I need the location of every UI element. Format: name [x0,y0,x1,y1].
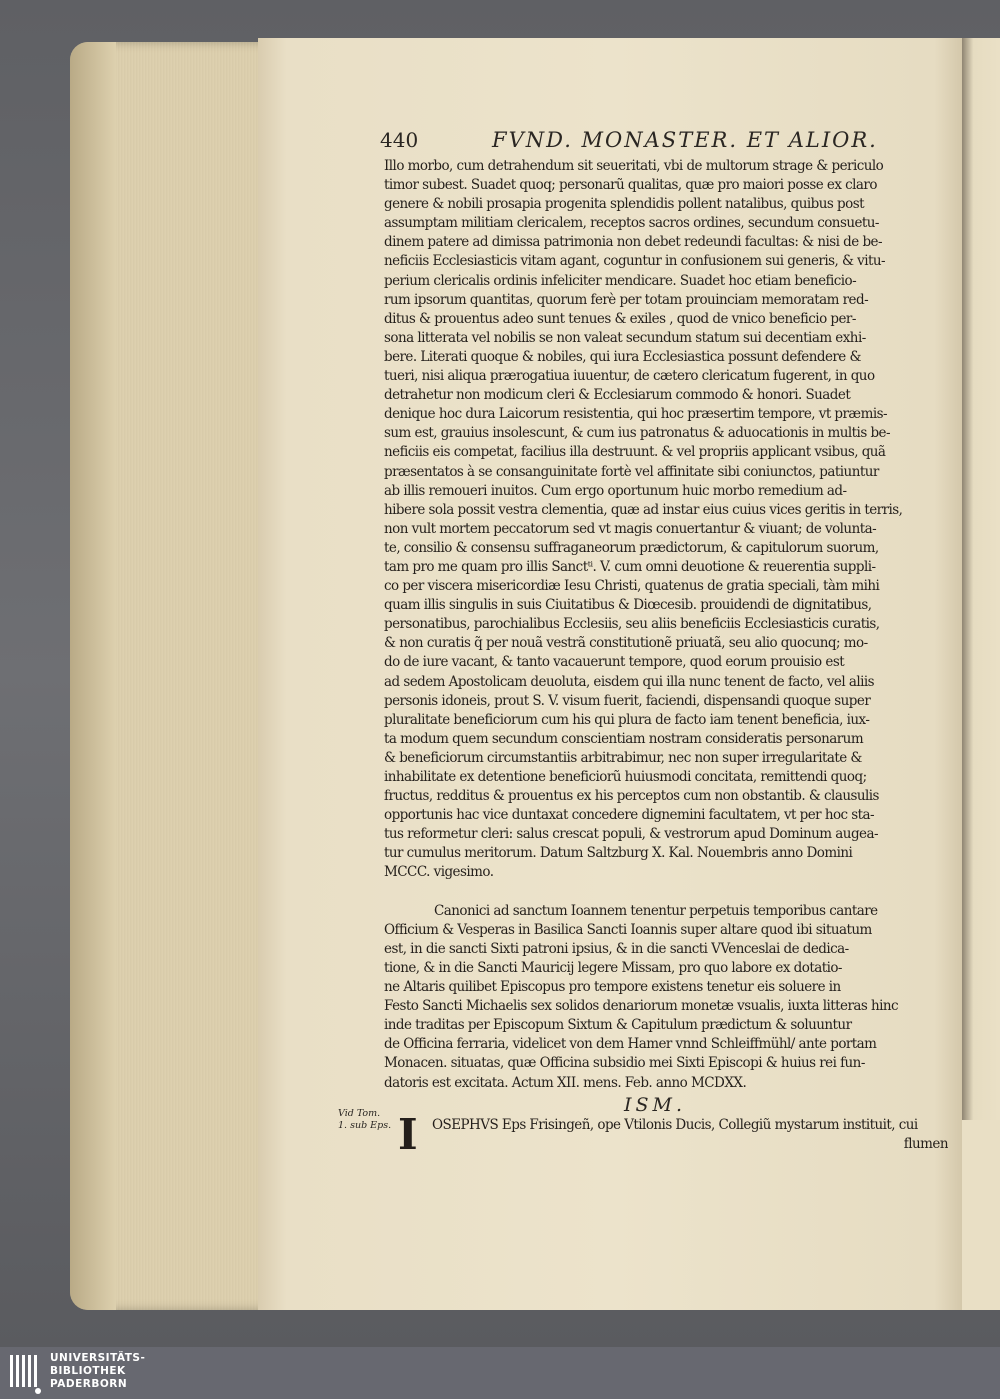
library-name [50,1352,145,1391]
text-line: ab illis remoueri inuitos. Cum ergo oportunum huic morbo remedium ad- [384,482,847,499]
text-line: non vult mortem peccatorum sed vt magis conuertantur & viuant; de volunta- [384,520,877,537]
final-paragraph [432,1116,948,1154]
book-page-edges [70,42,270,1310]
text-line: inhabilitate ex detentione beneficiorũ huiusmodi concitata, remittendi quoq; [384,769,867,785]
catchword: flumen [903,1136,948,1153]
margin-note-line: 1. sub Eps. [338,1120,392,1131]
text-line: Officium & Vesperas in Basilica Sancti Ioannis super altare quod ibi situatum [384,921,872,938]
text-line: Canonici ad sanctum Ioannem tenentur perpetuis temporibus cantare [434,902,878,919]
text-line: personis idoneis, prout S. V. visum fuerit, faciendi, dispensandi quoque super [384,692,871,709]
text-line: genere & nobili prosapia progenita splendidis pollent natalibus, quibus post [384,196,864,213]
text-line [384,883,962,902]
text-line: ad sedem Apostolicam deuoluta, eisdem qui illa nunc tenent de facto, vel aliis [384,673,875,690]
text-line: OSEPHVS Eps Frisingeñ, ope Vtilonis Ducis, Collegiũ mystarum instituit, cui [432,1117,918,1133]
text-line: Monacen. situatas, quæ Officina subsidio mei Sixti Episcopi & huius rei fun- [384,1055,865,1072]
text-line: ta modum quem secundum conscientiam nostram consideratis personarum [384,730,864,747]
text-line: quam illis singulis in suis Ciuitatibus & Diœcesib. prouidendi de dignitatibus, [384,597,872,614]
section-heading: ISM. [624,1094,687,1116]
text-line: timor subest. Suadet quoq; personarũ qualitas, quæ pro maiori posse ex claro [384,177,877,194]
text-line: detrahetur non modicum cleri & Ecclesiarum commodo & honori. Suadet [384,387,851,404]
library-footer-bar [0,1347,1000,1399]
text-line: denique hoc dura Laicorum resistentia, qui hoc præsertim tempore, vt præmis- [384,406,887,423]
drop-initial: I [398,1110,418,1159]
text-line: opportunis hac vice duntaxat concedere dignemini facultatem, vt per hoc sta- [384,807,875,824]
running-head [380,128,900,158]
text-line: tur cumulus meritorum. Datum Saltzburg X. Kal. Nouembris anno Domini [384,845,853,862]
text-line: co per viscera misericordiæ Iesu Christi, quatenus de gratia speciali, tàm mihi [384,578,880,595]
text-line: hibere sola possit vestra clementia, quæ ad instar eius cuius vices geritis in terris, [384,501,903,518]
text-line: tione, & in die Sancti Mauricij legere Missam, pro quo labore ex dotatio- [384,959,842,976]
text-line: tam pro me quam pro illis Sanctᵗⁱ. V. cum omni deuotione & reuerentia suppli- [384,558,876,575]
text-line: est, in die sancti Sixti patroni ipsius, & in die sancti VVenceslai de dedica- [384,940,849,957]
text-line: sona litterata vel nobilis se non valeat secundum statum sui decentiam exhi- [384,329,866,346]
text-line: præsentatos à se consanguinitate fortè vel affinitate sibi coniunctos, patiuntur [384,463,879,480]
text-line: sum est, grauius insolescunt, & cum ius patronatus & aduocationis in multis be- [384,425,890,442]
text-line: bere. Literati quoque & nobiles, qui iura Ecclesiastica possunt defendere & [384,348,861,365]
text-line: fructus, redditus & prouentus ex his perceptos cum non obstantib. & clausulis [384,788,879,805]
body-text [384,157,962,1093]
text-line: & beneficiorum circumstantiis arbitrabimur, nec non super irregularitate & [384,749,862,766]
text-line: personatibus, parochialibus Ecclesiis, seu aliis beneficiis Ecclesiasticis curatis, [384,616,880,633]
text-line: Festo Sancti Michaelis sex solidos denariorum monetæ vsualis, iuxta litteras hinc [384,998,899,1015]
text-line: tus reformetur cleri: salus crescat populi, & vestrorum apud Dominum augea- [384,826,878,843]
text-line: assumptam militiam clericalem, receptos sacros ordines, secundum consuetu- [384,215,879,232]
text-line: Illo morbo, cum detrahendum sit seueritati, vbi de multorum strage & periculo [384,158,884,174]
facing-page-bottom [962,1120,1000,1310]
running-title: FVND. MONASTER. ET ALIOR. [492,128,878,152]
text-line: rum ipsorum quantitas, quorum ferè per totam prouinciam memoratam red- [384,291,869,308]
text-line: ne Altaris quilibet Episcopus pro tempore existens tenetur eis soluere in [384,979,841,996]
page-number: 440 [380,128,419,152]
text-line: de Officina ferraria, videlicet von dem Hamer vnnd Schleiffmühl/ ante portam [384,1036,877,1053]
text-line: dinem patere ad dimissa patrimonia non debet redeundi facultas: & nisi de be- [384,234,882,251]
text-line: tueri, nisi aliqua prærogatiua iuuentur, de cætero clericatum fugerent, in quo [384,368,875,385]
text-line: inde traditas per Episcopum Sixtum & Capitulum prædictum & soluuntur [384,1017,852,1034]
text-line: pluralitate beneficiorum cum his qui plura de facto iam tenent beneficia, iux- [384,711,870,728]
margin-note-line: Vid Tom. [338,1108,381,1119]
text-line: neficiis Ecclesiasticis vitam agant, coguntur in confusionem sui generis, & vitu- [384,253,886,270]
text-line: MCCC. vigesimo. [384,864,494,881]
text-line: te, consilio & consensu suffraganeorum prædictorum, & capitulorum suorum, [384,539,879,556]
text-line: ditus & prouentus adeo sunt tenues & exiles , quod de vnico beneficio per- [384,310,856,327]
text-line: do de iure vacant, & tanto vacauerunt tempore, quod eorum prouisio est [384,654,845,671]
text-line: perium clericalis ordinis infeliciter mendicare. Suadet hoc etiam beneficio- [384,272,857,289]
text-line: & non curatis q̃ per nouã vestrã constitutionẽ priuatã, seu alio quocunq; mo- [384,635,868,652]
library-name-line: BIBLIOTHEK [50,1365,126,1377]
margin-note [338,1108,398,1132]
text-line: neficiis eis competat, facilius illa destruunt. & vel propriis applicant vsibus, quã [384,444,886,461]
library-name-line: PADERBORN [50,1378,128,1390]
library-name-line: UNIVERSITÄTS- [50,1352,146,1364]
text-line: datoris est excitata. Actum XII. mens. Feb. anno MCDXX. [384,1074,747,1091]
library-logo-icon [8,1351,42,1395]
